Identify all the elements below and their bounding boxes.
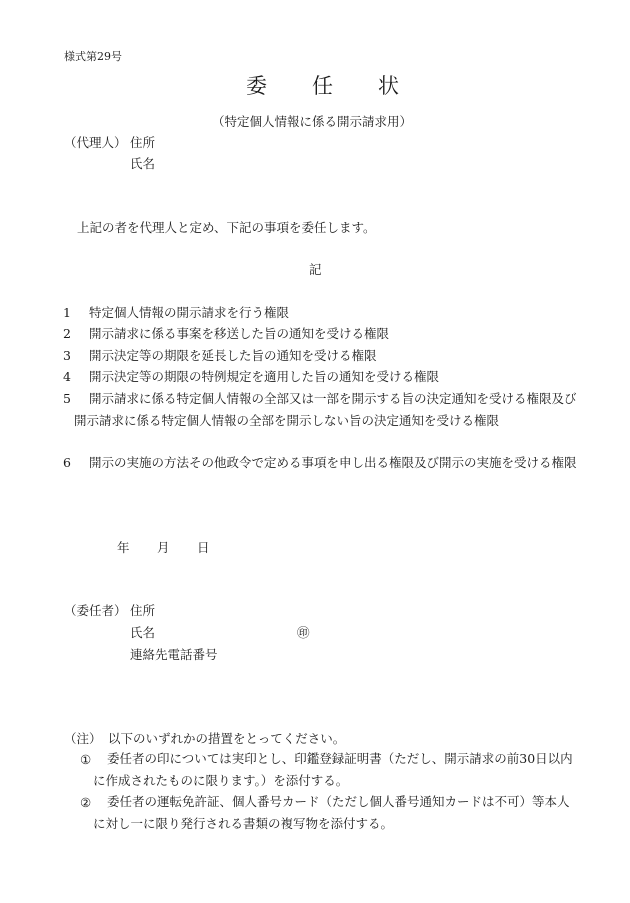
item-text: 開示決定等の期限を延長した旨の通知を受ける権限	[89, 348, 377, 363]
item-text: 特定個人情報の開示請求を行う権限	[89, 305, 290, 320]
document-title	[246, 74, 399, 98]
principal-label: （委任者）	[64, 603, 127, 618]
item-number: 5	[63, 391, 71, 406]
document-subtitle: （特定個人情報に係る開示請求用）	[212, 114, 413, 129]
principal-phone-label: 連絡先電話番号	[130, 647, 218, 662]
principal-name-label: 氏名	[130, 625, 156, 640]
note-label: （注）	[64, 731, 102, 746]
intro-text: 上記の者を代理人と定め、下記の事項を委任します。	[77, 220, 376, 235]
title-char-1: 委	[246, 74, 267, 98]
date-year: 年	[117, 540, 130, 555]
list-item	[63, 388, 583, 431]
note-item-text: 委任者の印については実印とし、印鑑登録証明書（ただし、開示請求の前30日以内に作成されたものに限ります。）を添付する。	[93, 751, 573, 788]
note-intro: 以下のいずれかの措置をとってください。	[108, 731, 346, 746]
note-item-1	[93, 748, 573, 791]
item-number: 2	[63, 326, 71, 341]
list-item	[63, 366, 583, 388]
seal-mark: ㊞	[297, 625, 310, 640]
note-mark-2: ②	[80, 795, 92, 810]
item-text: 開示請求に係る事案を移送した旨の通知を受ける権限	[89, 326, 390, 341]
agent-label: （代理人）	[64, 135, 127, 150]
list-item	[63, 302, 583, 324]
item-number: 6	[63, 455, 71, 470]
principal-address-label: 住所	[130, 603, 156, 618]
list-item	[63, 345, 583, 367]
agent-name-label: 氏名	[130, 156, 156, 171]
form-number: 様式第29号	[64, 50, 122, 63]
list-item	[63, 323, 583, 345]
item-text: 開示請求に係る特定個人情報の全部又は一部を開示する旨の決定通知を受ける権限及び開示請求に係る特定個人情報の全部を開示しない旨の決定通知を受ける権限	[74, 391, 577, 428]
note-item-text: 委任者の運転免許証、個人番号カード（ただし個人番号通知カードは不可）等本人に対し一に限り発行される書類の複写物を添付する。	[93, 794, 570, 831]
item-number: 1	[63, 305, 71, 320]
ki-heading: 記	[309, 262, 322, 277]
note-mark-1: ①	[80, 752, 92, 767]
list-item	[63, 452, 583, 474]
item-text: 開示の実施の方法その他政令で定める事項を申し出る権限及び開示の実施を受ける権限	[89, 455, 577, 470]
title-char-3: 状	[378, 74, 399, 98]
date-month: 月	[157, 540, 170, 555]
date-day: 日	[197, 540, 210, 555]
title-char-2: 任	[312, 74, 333, 98]
item-text: 開示決定等の期限の特例規定を適用した旨の通知を受ける権限	[89, 369, 440, 384]
note-item-2	[93, 791, 573, 834]
item-number: 3	[63, 348, 71, 363]
agent-address-label: 住所	[130, 135, 156, 150]
item-number: 4	[63, 369, 71, 384]
